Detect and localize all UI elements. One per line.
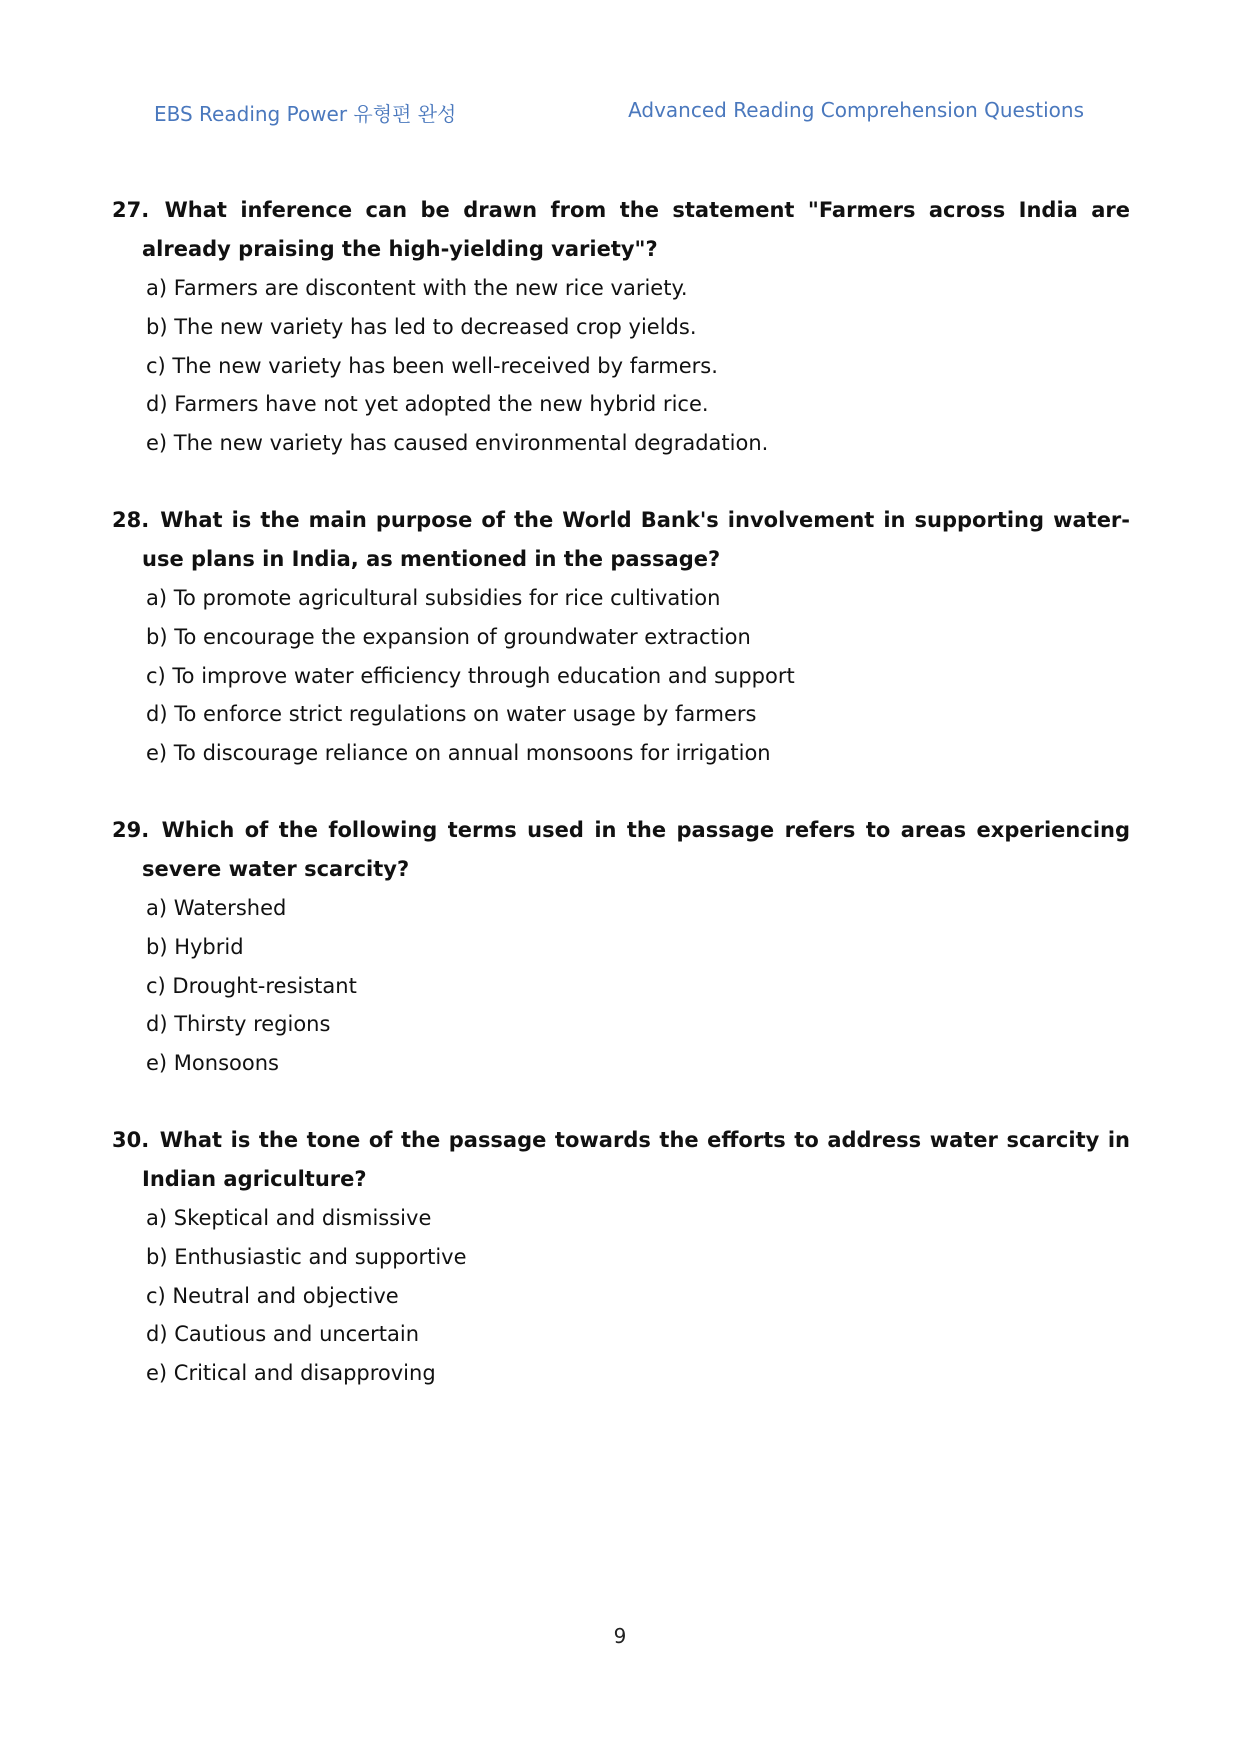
option-e: e) The new variety has caused environmental degradation.	[146, 431, 769, 456]
answer-options	[112, 1199, 1130, 1393]
option-a: a) To promote agricultural subsidies for rice cultivation	[146, 585, 721, 610]
question-stem	[112, 1121, 1130, 1199]
option-d: d) To enforce strict regulations on water usage by farmers	[146, 702, 757, 727]
question-stem	[112, 191, 1130, 269]
question-29	[112, 811, 1130, 1083]
question-prompt: What is the tone of the passage towards the efforts to address water scarcity in Indian agriculture?	[142, 1127, 1130, 1191]
option-c: c) Neutral and objective	[146, 1283, 399, 1308]
option-b: b) The new variety has led to decreased crop yields.	[146, 314, 697, 339]
question-prompt: Which of the following terms used in the passage refers to areas experiencing severe water scarcity?	[142, 817, 1130, 881]
option-a: a) Watershed	[146, 895, 287, 920]
question-number: 29.	[112, 817, 150, 842]
option-c: c) To improve water efficiency through education and support	[146, 663, 795, 688]
option-a: a) Farmers are discontent with the new rice variety.	[146, 276, 688, 300]
question-number: 30.	[112, 1127, 150, 1152]
option-a: a) Skeptical and dismissive	[146, 1205, 432, 1230]
answer-options	[112, 889, 1130, 1083]
page-number: 9	[613, 1624, 627, 1648]
option-d: d) Farmers have not yet adopted the new hybrid rice.	[146, 392, 709, 417]
option-b: b) Enthusiastic and supportive	[146, 1244, 467, 1269]
header-section-title: Advanced Reading Comprehension Questions	[628, 98, 1084, 122]
question-number: 27.	[112, 198, 150, 222]
option-d: d) Thirsty regions	[146, 1012, 331, 1037]
page-header	[154, 98, 1084, 128]
question-list	[112, 191, 1130, 1431]
answer-options	[112, 579, 1130, 773]
question-stem	[112, 501, 1130, 579]
question-number: 28.	[112, 507, 150, 532]
header-book-title: EBS Reading Power 유형편 완성	[154, 102, 457, 126]
question-30	[112, 1121, 1130, 1393]
question-prompt: What inference can be drawn from the statement "Farmers across India are already praising the high-yielding variety"?	[142, 198, 1131, 261]
option-e: e) To discourage reliance on annual monsoons for irrigation	[146, 741, 771, 766]
option-b: b) To encourage the expansion of groundwater extraction	[146, 624, 751, 649]
question-prompt: What is the main purpose of the World Bank's involvement in supporting water-use plans in India, as mentioned in the passage?	[142, 507, 1131, 571]
option-d: d) Cautious and uncertain	[146, 1322, 420, 1347]
question-stem	[112, 811, 1130, 889]
option-c: c) Drought-resistant	[146, 973, 357, 998]
question-27	[112, 191, 1130, 463]
option-e: e) Critical and disapproving	[146, 1361, 436, 1386]
option-b: b) Hybrid	[146, 934, 244, 959]
option-c: c) The new variety has been well-received by farmers.	[146, 353, 718, 378]
question-28	[112, 501, 1130, 773]
answer-options	[112, 269, 1130, 463]
option-e: e) Monsoons	[146, 1051, 279, 1076]
